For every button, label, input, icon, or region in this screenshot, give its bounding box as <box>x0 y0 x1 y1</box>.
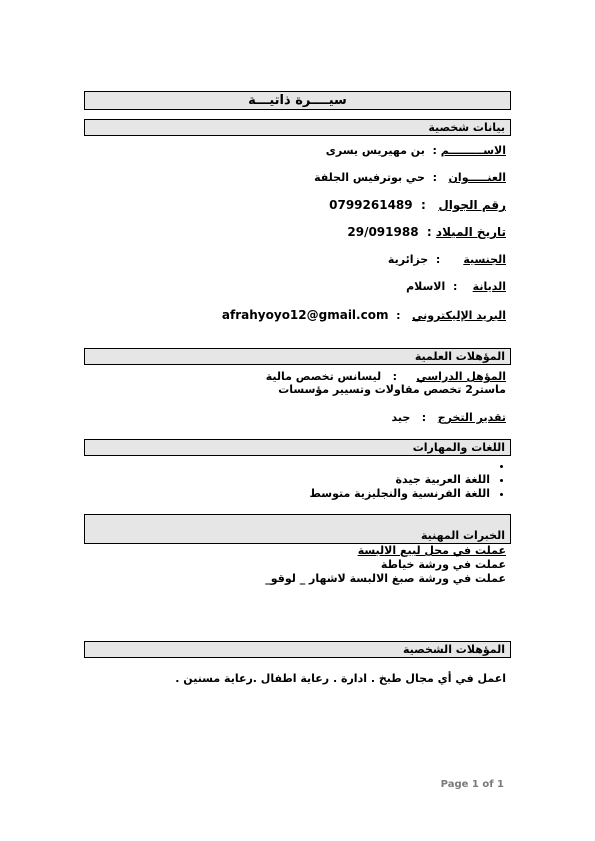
grade-value: جيد <box>391 411 411 424</box>
address-label: العنـــــوان <box>448 171 506 184</box>
section-personal-header: بيانات شخصية <box>84 119 511 136</box>
page-number: Page 1 of 1 <box>440 779 504 790</box>
email-row: البريد الإليكتروني : afrahyoyo12@gmail.com <box>221 308 506 322</box>
personal-skills-text: اعمل في أي مجال طبخ . ادارة . رعاية اطفال .رعاية مسنين . <box>175 672 506 685</box>
languages-list <box>310 459 506 501</box>
master-line: ماستر2 تخصص مقاولات وتسيير مؤسسات <box>278 383 506 396</box>
address-row: العنـــــوان : حي بوترفيس الجلفة <box>314 171 506 184</box>
cv-title: سيــــرة ذاتيـــة <box>248 93 347 108</box>
grade-label: تقدير التخرج <box>437 411 506 424</box>
dob-label: تاريخ الميلاد <box>435 225 506 239</box>
phone-value: 0799261489 <box>329 198 413 212</box>
dob-row: تاريخ الميلاد : 29/091988 <box>347 225 506 239</box>
list-item: • اللغة الفرنسية والنجليزية متوسط <box>310 487 490 501</box>
section-qualifications-header: المؤهلات العلمية <box>84 348 511 365</box>
section-languages-header: اللغات والمهارات <box>84 439 511 456</box>
religion-row: الديانة : الاسلام <box>406 280 506 293</box>
religion-label: الديانة <box>472 280 506 293</box>
phone-label: رقم الجوال <box>438 198 506 212</box>
religion-value: الاسلام <box>406 280 446 293</box>
experience-item-1: عملت في محل لبيع الالبسة <box>357 544 506 557</box>
nationality-row: الجنسية : جزائرية <box>387 253 506 266</box>
list-item: • اللغة العربية جيدة <box>310 473 490 487</box>
nationality-label: الجنسية <box>463 253 506 266</box>
degree-row: المؤهل الدراسي : ليسانس تخصص مالية <box>265 370 506 383</box>
name-row: الاســـــــــم : بن مهيريس يسرى <box>325 144 506 157</box>
section-experience-header: الخبرات المهنية <box>84 514 511 544</box>
name-value: بن مهيريس يسرى <box>325 144 425 157</box>
nationality-value: جزائرية <box>387 253 429 266</box>
address-value: حي بوترفيس الجلفة <box>314 171 425 184</box>
section-personal-skills-header: المؤهلات الشخصية <box>84 641 511 658</box>
grade-row: تقدير التخرج : جيد <box>391 411 506 424</box>
cv-title-bar <box>84 91 511 110</box>
phone-row: رقم الجوال : 0799261489 <box>329 198 506 212</box>
email-label: البريد الإليكتروني <box>412 309 506 322</box>
experience-item-2: عملت في ورشة خياطة <box>380 558 506 571</box>
list-item <box>310 459 490 473</box>
experience-item-3: عملت في ورشة صبغ الالبسة لاشهار _ لوقو_ <box>265 572 506 585</box>
name-label: الاســـــــــم <box>440 144 506 157</box>
degree-label: المؤهل الدراسي <box>416 370 506 383</box>
degree-value: ليسانس تخصص مالية <box>265 370 382 383</box>
email-value: afrahyoyo12@gmail.com <box>221 308 389 322</box>
dob-value: 29/091988 <box>347 225 419 239</box>
